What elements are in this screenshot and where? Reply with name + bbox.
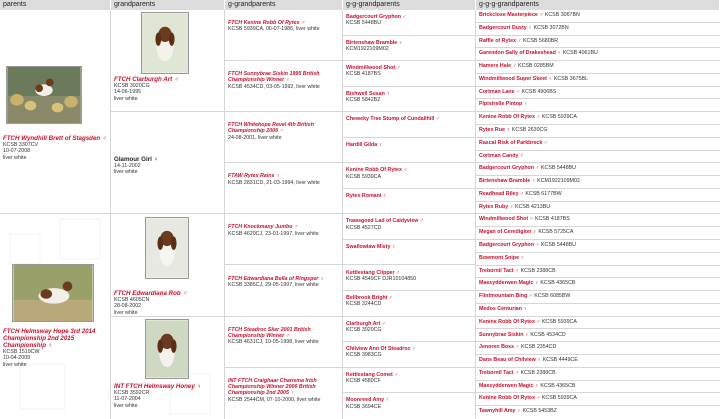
- gggrandparents-16[interactable]: [343, 393, 475, 419]
- gggrandparents-15[interactable]: [343, 368, 475, 394]
- sire-photo: [6, 66, 82, 124]
- ggggrandparents-info: KCSB 4365CB: [540, 382, 576, 389]
- ggggrandparents-info: KCSB 3067BN: [544, 12, 580, 18]
- ggrandparents-info: KCSB 3385CJ, 29-05-1997, liver white: [228, 281, 319, 288]
- ggggrandparents-info: KCSB 5448BU: [540, 165, 577, 172]
- ggggrandparents-name: Readhead Riley ♂: [479, 190, 524, 197]
- ggggrandparents-info: KCSB 6085BW: [534, 293, 571, 300]
- ggggrandparents-name: Trebornil Tact ♂: [479, 267, 520, 274]
- ggrandparents-name: FTCH Edwardiana Bella of Ringsper ♀: [228, 275, 324, 282]
- ggggrandparents-1[interactable]: [476, 10, 720, 23]
- ggrandparents-4[interactable]: [225, 163, 342, 214]
- header-g-g-grandparents: g-g-grandparents: [343, 0, 476, 10]
- ggggrandparents-name: Tawnyhill Amy ♀: [479, 408, 521, 415]
- ggggrandparents-name: Bowmont Snipe ♀: [479, 254, 525, 261]
- grandparent-3-dob: 28-08-2002: [114, 303, 142, 310]
- grandparent-1-kcsb: KCSB 3920CG: [114, 83, 150, 89]
- gggrandparents-name: Kettlestang Clipper ♂: [346, 269, 401, 276]
- ggggrandparents-info: KCM1922109M02: [537, 178, 580, 185]
- grandparent-4-photo: [145, 319, 189, 379]
- ggggrandparents-23[interactable]: [476, 291, 720, 304]
- ggrandparents-name: FTCH Kenine Robb Of Rytex ♂: [228, 20, 305, 26]
- gggrandparents-10[interactable]: [343, 240, 475, 266]
- ggggrandparents-name: Badgercourt Gryphon ♂: [479, 165, 540, 172]
- gggrandparents-info: KCSB 5448BU: [346, 20, 382, 27]
- sire-name: FTCH Wyndhill Brett of Stagsden ♂: [3, 135, 107, 142]
- ggggrandparents-info: KCSB 5939CA: [541, 114, 577, 121]
- gggrandparents-name: Badgercourt Gryphon ♂: [346, 14, 407, 20]
- ggrandparents-5[interactable]: [225, 214, 342, 265]
- gggrandparents-6[interactable]: [343, 138, 475, 164]
- ggggrandparents-info: KCSB 6177BW: [525, 190, 562, 197]
- ggggrandparents-name: Sunnybrae Siskin ♀: [479, 331, 529, 338]
- grandparent-1[interactable]: [111, 10, 224, 112]
- gggrandparents-name: Rytex Romani ♀: [346, 192, 387, 199]
- parent-sire[interactable]: [0, 10, 110, 214]
- ggrandparents-2[interactable]: [225, 61, 342, 112]
- gggrandparents-name: Hardill Gilda ♀: [346, 141, 383, 148]
- dam-colour: liver white: [3, 361, 27, 368]
- ggggrandparents-13[interactable]: [476, 163, 720, 176]
- grandparent-4-colour: liver white: [114, 402, 138, 409]
- ggrandparents-3[interactable]: [225, 112, 342, 163]
- ggggrandparents-name: Kenine Robb Of Rytex ♂: [479, 114, 541, 121]
- grandparent-3-name: FTCH Edwardiana Rob ♂: [114, 290, 188, 297]
- ggggrandparents-name: Rytex Rue ♀: [479, 127, 511, 134]
- grandparent-3-colour: liver white: [114, 309, 138, 316]
- ggggrandparents-15[interactable]: [476, 189, 720, 202]
- ggggrandparents-name: Jenoren Boss ♂: [479, 344, 520, 351]
- ggggrandparents-name: Megan of Ceredigion ♀: [479, 229, 537, 236]
- gggrandparents-info: KCSB 3983CG: [346, 352, 382, 359]
- ggggrandparents-name: Cortman Candy ♀: [479, 152, 524, 159]
- sire-colour: liver white: [3, 154, 27, 161]
- ggrandparents-info: KCSB 4620CJ, 23-01-1997, liver white: [228, 230, 319, 237]
- ggggrandparents-name: Badgercourt Gryphon ♂: [479, 242, 540, 249]
- ggggrandparents-22[interactable]: [476, 278, 720, 291]
- ggggrandparents-name: Maesydderwen Magic ♀: [479, 280, 539, 287]
- ggrandparents-name: FTAW Rytex Rains ♀: [228, 173, 280, 180]
- ggrandparents-info: 24-08-2001, liver white: [228, 134, 282, 141]
- gggrandparents-1[interactable]: [343, 10, 475, 36]
- ggrandparents-name: FTCH Steadroc Sker 2001 British Championship Winner ♂: [228, 326, 311, 339]
- ggggrandparents-info: KCSB 5725CA: [538, 229, 574, 236]
- ggggrandparents-info: KCSB 4449CE: [542, 357, 578, 364]
- gggrandparents-info: KCSB 4187BS: [346, 71, 381, 78]
- gggrandparents-name: Kenine Robb Of Rytex ♂: [346, 167, 408, 174]
- ggggrandparents-26[interactable]: [476, 330, 720, 343]
- grandparent-3[interactable]: [111, 214, 224, 317]
- dam-photo: [12, 264, 94, 322]
- ggggrandparents-name: Maesydderwen Magic ♀: [479, 382, 539, 389]
- ggggrandparents-name: Garendon Sally of Drakeshead ♀: [479, 50, 562, 57]
- grandparent-4[interactable]: [111, 317, 224, 419]
- grandparent-4-name: INT FTCH Helmsway Honey ♀: [114, 383, 202, 390]
- grandparent-2-colour: liver white: [114, 169, 138, 176]
- ggrandparents-8[interactable]: [225, 368, 342, 419]
- ggrandparents-info: KCSB 4534CD, 03-05-1992, liver white: [228, 83, 320, 90]
- ggggrandparents-info: KCSB 4187BS: [535, 216, 570, 223]
- ggrandparents-name: FTCH Sunnybrae Siskin 1995 British Championship Winner ♀: [228, 71, 320, 84]
- gggrandparents-info: KCSB 3244CD: [346, 301, 382, 308]
- gggrandparents-info: KCSB 4580CF: [346, 377, 381, 384]
- gggrandparents-11[interactable]: [343, 266, 475, 292]
- gggrandparents-name: Bishwell Susan ♀: [346, 90, 391, 97]
- ggrandparents-info: KCSB 2544CM, 07-10-2000, liver white: [228, 396, 321, 403]
- gggrandparents-name: Bellbrook Bright ♀: [346, 295, 393, 302]
- gggrandparents-name: Swallowlaw Misty ♀: [346, 243, 396, 250]
- grandparent-1-dob: 14-06-1995: [114, 89, 142, 96]
- ggggrandparents-info: KCSB 5939CA: [541, 318, 577, 325]
- parent-dam[interactable]: [0, 214, 110, 419]
- ggggrandparents-info: KCSB 3072BN: [533, 24, 569, 31]
- gggrandparents-info: KCSB 3694CE: [346, 403, 382, 410]
- g-g-g-grandparents-column: [476, 10, 720, 419]
- ggggrandparents-21[interactable]: [476, 266, 720, 279]
- ggggrandparents-info: KCSB 4365CB: [540, 280, 576, 287]
- ggggrandparents-info: KCSB 4061BU: [562, 50, 598, 57]
- grandparent-2-name: Glamour Girl ♀: [114, 156, 159, 163]
- parents-column: [0, 10, 111, 419]
- ggggrandparents-32[interactable]: [476, 406, 720, 419]
- grandparents-column: [111, 10, 225, 419]
- ggggrandparents-name: Birtenshaw Bramble ♀: [479, 178, 536, 185]
- ggrandparents-name: FTCH Knockmany Jumbo ♂: [228, 224, 298, 231]
- ggggrandparents-info: KCSB 2388CB: [520, 369, 556, 376]
- ggggrandparents-5[interactable]: [476, 61, 720, 74]
- ggggrandparents-28[interactable]: [476, 355, 720, 368]
- ggggrandparents-12[interactable]: [476, 151, 720, 164]
- gggrandparents-13[interactable]: [343, 317, 475, 343]
- ggggrandparents-11[interactable]: [476, 138, 720, 151]
- g-grandparents-column: [225, 10, 343, 419]
- gggrandparents-name: Windmillwood Shot ♂: [346, 65, 401, 72]
- ggggrandparents-14[interactable]: [476, 176, 720, 189]
- gggrandparents-4[interactable]: [343, 87, 475, 113]
- gggrandparents-info: KCSB 3920CG: [346, 326, 382, 333]
- ggggrandparents-31[interactable]: [476, 393, 720, 406]
- gggrandparents-info: KCSB 5939CA: [346, 173, 382, 180]
- ggggrandparents-24[interactable]: [476, 304, 720, 317]
- ggggrandparents-name: Hamers Hale ♂: [479, 63, 517, 70]
- gggrandparents-info: KCSB 4549CF DJR10104850: [346, 275, 417, 282]
- ggggrandparents-25[interactable]: [476, 317, 720, 330]
- ggggrandparents-30[interactable]: [476, 381, 720, 394]
- ggggrandparents-info: KCSB 5448BU: [540, 242, 577, 249]
- ggggrandparents-name: Pipistrelle Pintop ♀: [479, 101, 528, 108]
- ggggrandparents-name: Trebornil Tact ♂: [479, 369, 520, 376]
- gggrandparents-14[interactable]: [343, 342, 475, 368]
- ggggrandparents-20[interactable]: [476, 253, 720, 266]
- ggggrandparents-17[interactable]: [476, 214, 720, 227]
- gggrandparents-12[interactable]: [343, 291, 475, 317]
- ggggrandparents-info: KCSB 5939CA: [541, 395, 577, 402]
- ggggrandparents-8[interactable]: [476, 99, 720, 112]
- ggrandparents-6[interactable]: [225, 266, 342, 317]
- ggggrandparents-9[interactable]: [476, 112, 720, 125]
- ggggrandparents-info: KCSB 3675BL: [553, 75, 589, 82]
- ggggrandparents-4[interactable]: [476, 48, 720, 61]
- ggggrandparents-name: Rascal Risk of Parkbreck ♂: [479, 139, 548, 146]
- ggggrandparents-name: Badgercourt Dusty ♀: [479, 24, 533, 31]
- gggrandparents-5[interactable]: [343, 112, 475, 138]
- ggrandparents-info: KCSB 5939CA, 06-07-1986, liver white: [228, 26, 320, 33]
- gggrandparents-9[interactable]: [343, 214, 475, 240]
- gggrandparents-name: Chilview Ann Of Steadroc ♀: [346, 346, 416, 353]
- ggrandparents-1[interactable]: [225, 10, 342, 61]
- ggggrandparents-10[interactable]: [476, 125, 720, 138]
- ggggrandparents-16[interactable]: [476, 202, 720, 215]
- gggrandparents-name: Clarburgh Art ♂: [346, 320, 386, 327]
- ggggrandparents-name: Cortman Lane ♂: [479, 88, 521, 95]
- ggggrandparents-info: KCSB 4534CD: [530, 331, 566, 338]
- ggggrandparents-info: KCSB 5453BZ: [522, 408, 557, 415]
- gggrandparents-7[interactable]: [343, 163, 475, 189]
- g-g-grandparents-column: [343, 10, 476, 419]
- ggggrandparents-2[interactable]: [476, 23, 720, 36]
- gggrandparents-info: KCSB 4527CD: [346, 224, 382, 231]
- gggrandparents-info: KCSB 5842BZ: [346, 96, 381, 103]
- ggggrandparents-29[interactable]: [476, 368, 720, 381]
- gggrandparents-name: Birtenshaw Bramble ♀: [346, 39, 403, 46]
- ggggrandparents-name: Rytex Ruby ♀: [479, 203, 514, 210]
- ggggrandparents-info: KCSB 5680BR: [523, 37, 559, 44]
- header-g-g-g-grandparents: g-g-g-grandparents: [476, 0, 720, 10]
- header-grandparents: grandparents: [111, 0, 225, 10]
- gggrandparents-name: Trawsgoed Lad of Caldyview ♂: [346, 218, 424, 225]
- ggggrandparents-19[interactable]: [476, 240, 720, 253]
- ggrandparents-7[interactable]: [225, 317, 342, 368]
- grandparent-4-kcsb: KCSB 3592CR: [114, 390, 150, 396]
- ggggrandparents-name: Medos Centurian ♀: [479, 305, 528, 312]
- grandparent-3-photo: [145, 217, 189, 279]
- ggggrandparents-info: KCSB 0285BM: [518, 63, 554, 70]
- sire-kcsb: KCSB 3307CV: [3, 142, 39, 148]
- ggggrandparents-name: Windmillwood Super Skeet ♀: [479, 75, 553, 82]
- gggrandparents-name: Cheweky Tree Stump of Cundallhill ♂: [346, 116, 440, 123]
- sire-dob: 10-07-2008: [3, 148, 31, 155]
- grandparent-1-name: FTCH Clarburgh Art ♂: [114, 76, 179, 83]
- header-parents: parents: [0, 0, 111, 10]
- ggggrandparents-18[interactable]: [476, 227, 720, 240]
- ggggrandparents-7[interactable]: [476, 87, 720, 100]
- gggrandparents-info: KCM1922109M02: [346, 45, 389, 52]
- header-g-grandparents: g-grandparents: [225, 0, 343, 10]
- ggggrandparents-6[interactable]: [476, 74, 720, 87]
- ggggrandparents-info: KCSB 4906BS: [521, 88, 557, 95]
- ggggrandparents-name: Dans Beau of Chilview ♀: [479, 357, 542, 364]
- gggrandparents-name: Kettlestang Comet ♂: [346, 371, 399, 378]
- ggggrandparents-name: Kenine Robb Of Rytex ♂: [479, 395, 541, 402]
- ggggrandparents-27[interactable]: [476, 342, 720, 355]
- grandparent-2[interactable]: [111, 112, 224, 214]
- dam-kcsb: KCSB 1519CW: [3, 349, 40, 355]
- grandparent-4-dob: 11-07-2004: [114, 396, 141, 403]
- ggggrandparents-info: KCSB 2388CB: [520, 267, 556, 274]
- ggggrandparents-name: Windmillwood Shot ♂: [479, 216, 534, 223]
- dam-name: FTCH Helmsway Hope 3rd 2014 Championship 2nd 2015 Championship ♀: [3, 328, 96, 349]
- ggggrandparents-name: Brickclose Masterpiece ♂: [479, 12, 544, 18]
- ggrandparents-info: KCSB 2831CD, 21-03-1994, liver white: [228, 179, 320, 186]
- gggrandparents-3[interactable]: [343, 61, 475, 87]
- grandparent-3-kcsb: KCSB 4605CN: [114, 297, 150, 303]
- ggggrandparents-name: Raffle of Rytex ♂: [479, 37, 522, 44]
- gggrandparents-name: Moonreed Amy ♀: [346, 397, 390, 404]
- grandparent-1-colour: liver white: [114, 95, 138, 102]
- ggggrandparents-name: Kenine Robb Of Rytex ♂: [479, 318, 541, 325]
- gggrandparents-2[interactable]: [343, 36, 475, 62]
- ggggrandparents-info: KCSB 2630CG: [511, 127, 548, 134]
- ggrandparents-name: FTCH Whitehope Revel 4th British Championship 2006 ♂: [228, 122, 314, 135]
- ggrandparents-info: KCSB 4631CJ, 10-05-1998, liver white: [228, 339, 319, 346]
- ggggrandparents-name: Flintmountain Bing ♂: [479, 293, 533, 300]
- dam-dob: 10-04-2009: [3, 355, 31, 362]
- grandparent-2-dob: 14-11-2002: [114, 163, 141, 169]
- ggrandparents-name: INT FTCH Craighaar Charisma Irish Championship Winner 2006 British Championship 2nd 2005 ♀: [228, 377, 317, 397]
- ggggrandparents-info: KCSB 4213BU: [515, 203, 551, 210]
- ggggrandparents-3[interactable]: [476, 36, 720, 49]
- gggrandparents-8[interactable]: [343, 189, 475, 215]
- ggggrandparents-info: KCSB 2354CD: [520, 344, 557, 351]
- grandparent-1-photo: [141, 12, 189, 74]
